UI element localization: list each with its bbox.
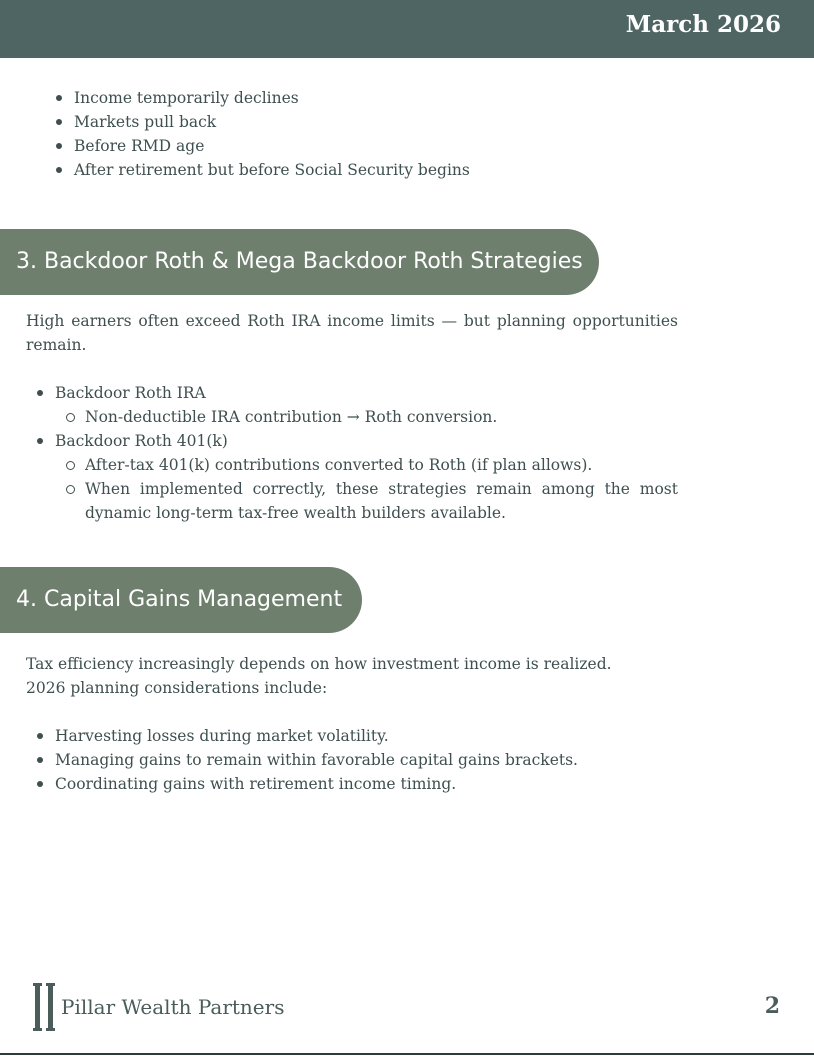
list-item: Backdoor Roth IRA [55, 381, 678, 405]
section-3-list [55, 429, 678, 453]
page-number: 2 [764, 993, 780, 1019]
section-3-list [55, 381, 678, 405]
sub-list-item: When implemented correctly, these strategies remain among the most dynamic long-term tax-free wealth builders available. [85, 477, 678, 525]
section-4-list [55, 724, 578, 796]
list-item: Harvesting losses during market volatility. [55, 724, 578, 748]
list-item: Before RMD age [74, 134, 470, 158]
list-item: Coordinating gains with retirement income timing. [55, 772, 578, 796]
header-date: March 2026 [625, 11, 781, 38]
section-3-heading: 3. Backdoor Roth & Mega Backdoor Roth Strategies [0, 229, 599, 295]
section-3-intro: High earners often exceed Roth IRA income limits — but planning opportunities remain. [26, 312, 678, 354]
pillar-logo-icon [32, 982, 56, 1032]
bottom-rule [0, 1053, 814, 1055]
section-3-sublist [85, 405, 678, 429]
footer-brand: Pillar Wealth Partners [61, 995, 285, 1019]
section-3-sublist [85, 453, 678, 525]
sub-list-item: After-tax 401(k) contributions converted to Roth (if plan allows). [85, 453, 678, 477]
section-4-heading: 4. Capital Gains Management [0, 567, 362, 633]
list-item: Income temporarily declines [74, 86, 470, 110]
sub-list-item: Non-deductible IRA contribution → Roth conversion. [85, 405, 678, 429]
timing-list [74, 86, 470, 182]
list-item: Markets pull back [74, 110, 470, 134]
section-4-intro-line1: Tax efficiency increasingly depends on how investment income is realized. [26, 655, 612, 673]
list-item: After retirement but before Social Security begins [74, 158, 470, 182]
header-bar [0, 0, 814, 58]
list-item: Backdoor Roth 401(k) [55, 429, 678, 453]
list-item: Managing gains to remain within favorable capital gains brackets. [55, 748, 578, 772]
section-4-intro-line2: 2026 planning considerations include: [26, 679, 328, 697]
